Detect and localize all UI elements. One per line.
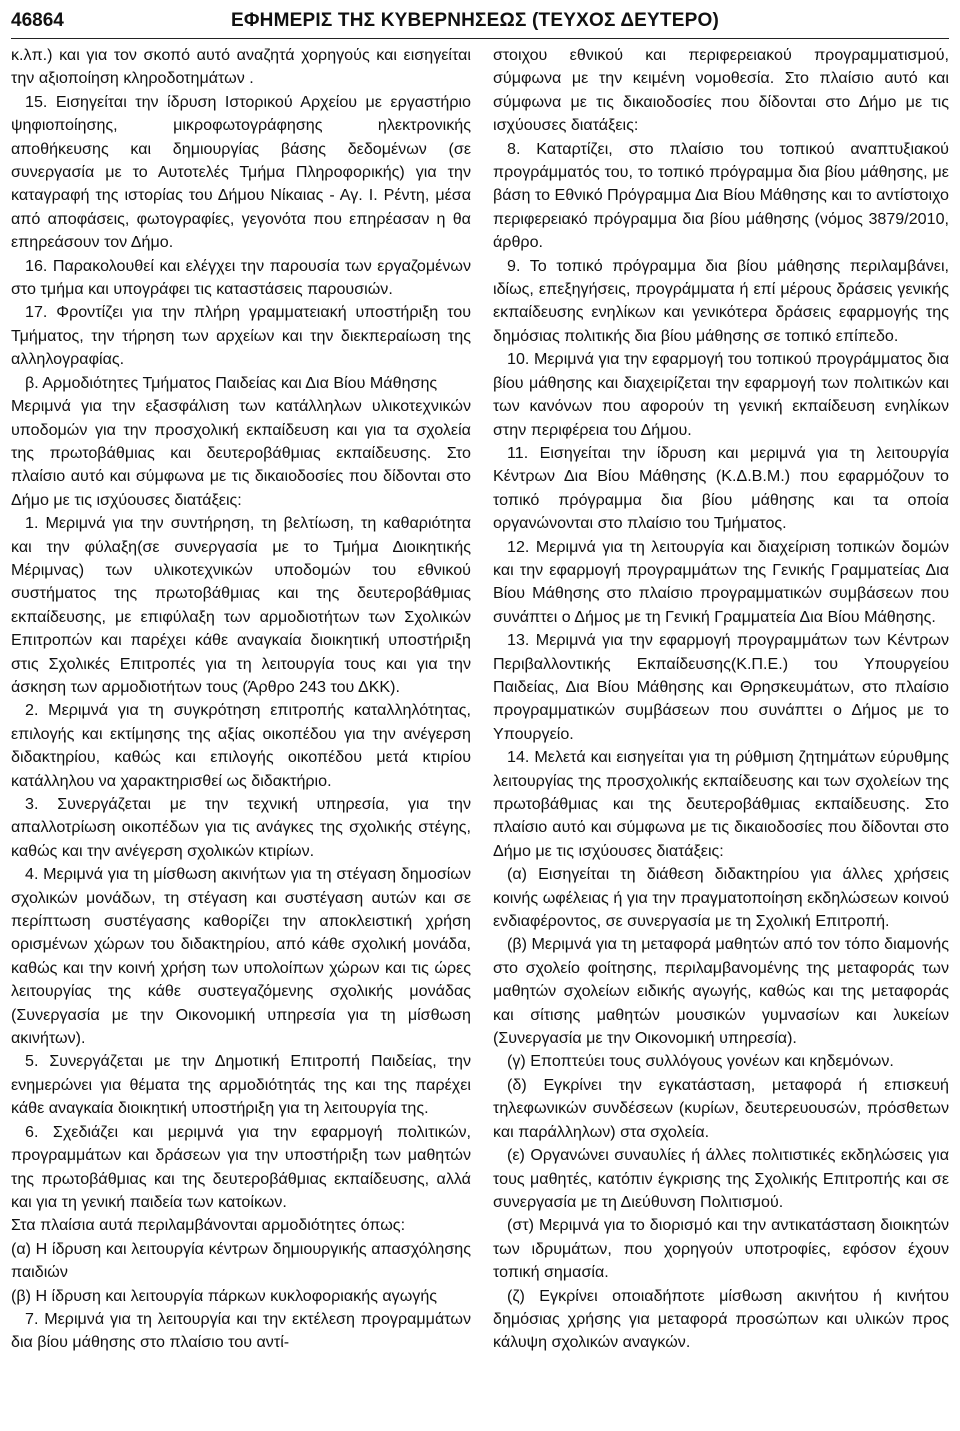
paragraph: 14. Μελετά και εισηγείται για τη ρύθμιση ζητημάτων εύρυθμης λειτουργίας της προσχολικής εκπαίδευσης και των σχολείων της πρωτοβάθμιας και της δευτεροβάθμιας εκπαίδευσης. Στο πλαίσιο αυτό και σύμφωνα με τις δικαιοδοσίες που δίδονται στο Δήμο με τις ισχύουσες διατάξεις: (493, 748, 949, 860)
paragraph: 12. Μεριμνά για τη λειτουργία και διαχείριση τοπικών δομών και την εφαρμογή προγραμμάτων της Γενικής Γραμματείας Δια Βίου Μάθησης στο πλαίσιο προγραμματικών συμβάσεων που συνάπτει ο Δήμος με τη Γενική Γραμματεία Δια Βίου Μάθησης. (493, 537, 949, 626)
right-text-column (493, 44, 949, 1355)
paragraph: 1. Μεριμνά για την συντήρηση, τη βελτίωση, τη καθαριότητα και την φύλαξη(σε συνεργασία με το Τμήμα Διοικητικής Μέριμνας) των υλικοτεχνικών υποδομών του εθνικού συστήματος της πρωτοβάθμιας και της δευτεροβάθμιας εκπαίδευσης, με επιφύλαξη των αρμοδιοτήτων των Σχολικών Επιτροπών και παρέχει κάθε αναγκαία διοικητική υποστήριξη στις Σχολικές Επιτροπές για τη λειτουργία τους και για την άσκηση των αρμοδιοτήτων τους (Άρθρο 243 του ΔΚΚ). (11, 514, 471, 696)
paragraph: 9. Το τοπικό πρόγραμμα δια βίου μάθησης περιλαμβάνει, ιδίως, επεξηγήσεις, προγράμματα ή επί μέρους δράσεις γενικής εκπαίδευσης ενηλίκων και γενικότερα δράσεις εφαρμογής της δημόσιας πολιτικής δια βίου μάθησης σε τοπικό επίπεδο. (493, 256, 949, 345)
paragraph: (γ) Εποπτεύει τους συλλόγους γονέων και κηδεμόνων. (507, 1052, 894, 1071)
paragraph: (ζ) Εγκρίνει οποιαδήποτε μίσθωση ακινήτου ή κινήτου δημόσιας χρήσης για μεταφορά προσώπων και υλικών προς κάλυψη σχολικών αναγκών. (493, 1286, 949, 1352)
paragraph: κ.λπ.) και για τον σκοπό αυτό αναζητά χορηγούς και εισηγείται την αξιοποίηση κληροδοτημάτων . (11, 46, 471, 88)
paragraph: (στ) Μεριμνά για το διορισμό και την αντικατάσταση διοικητών των ιδρυμάτων, που χορηγούν υποτροφίες, εφόσον έχουν τοπική σημασία. (493, 1216, 949, 1282)
paragraph: Στα πλαίσια αυτά περιλαμβάνονται αρμοδιότητες όπως: (11, 1216, 406, 1235)
left-text-column (11, 44, 471, 1355)
paragraph: 13. Μεριμνά για την εφαρμογή προγραμμάτων των Κέντρων Περιβαλλοντικής Εκπαίδευσης(Κ.Π.Ε.) του Υπουργείου Παιδείας, Δια Βίου Μάθησης και Θρησκευμάτων, στο πλαίσιο προγραμματικών συμβάσεων που συνάπτει ο Δήμος με το Υπουργείο. (493, 631, 949, 743)
paragraph: (β) Μεριμνά για τη μεταφορά μαθητών από τον τόπο διαμονής στο σχολείο φοίτησης, περιλαμβανομένης της μεταφοράς των μαθητών σχολείων ειδικής αγωγής, καθώς και της μεταφοράς και σίτισης μαθητών μουσικών γυμνασίων και λυκείων (Συνεργασία με την Οικονομική υπηρεσία). (493, 935, 949, 1048)
paragraph: Μεριμνά για την εξασφάλιση των κατάλληλων υλικοτεχνικών υποδομών για την προσχολική εκπαίδευση και για τα σχολεία της πρωτοβάθμιας και δευτεροβάθμιας εκπαίδευσης. Στο πλαίσιο αυτό και σύμφωνα με τις δικαιοδοσίες που δίδονται στο Δήμο με τις ισχύουσες διατάξεις: (11, 397, 471, 509)
page-header (11, 4, 949, 39)
paragraph: (α) Η ίδρυση και λειτουργία κέντρων δημιουργικής απασχόλησης παιδιών (11, 1239, 471, 1282)
paragraph: β. Αρμοδιότητες Τμήματος Παιδείας και Δια Βίου Μάθησης (25, 373, 438, 392)
paragraph: 8. Καταρτίζει, στο πλαίσιο του τοπικού αναπτυξιακού προγράμματός του, το τοπικό πρόγραμμα δια βίου μάθησης, με βάση το Εθνικό Πρόγραμμα Δια Βίου Μάθησης και το αντίστοιχο περιφερειακό πρόγραμμα δια βίου μάθησης (νόμος 3879/2010, άρθρο. (493, 139, 949, 252)
paragraph: στοιχου εθνικού και περιφερειακού προγραμματισμού, σύμφωνα με την κειμένη νομοθεσία. Στο πλαίσιο αυτό και σύμφωνα με τις δικαιοδοσίες που δίδονται στο Δήμο με τις ισχύουσες διατάξεις: (493, 46, 949, 135)
paragraph: 6. Σχεδιάζει και μεριμνά για την εφαρμογή πολιτικών, προγραμμάτων και δράσεων για την υποστήριξη των μαθητών της πρωτοβάθμιας και της δευτεροβάθμιας εκπαίδευσης, αλλά και για τη γενική παιδεία των κατοίκων. (11, 1122, 471, 1211)
gazette-title: ΕΦΗΜΕΡΙΣ ΤΗΣ ΚΥΒΕΡΝΗΣΕΩΣ (ΤΕΥΧΟΣ ΔΕΥΤΕΡΟ) (231, 10, 719, 31)
paragraph: 2. Μεριμνά για τη συγκρότηση επιτροπής καταλληλότητας, επιλογής και εκτίμησης της αξίας οικοπέδου για την ανέγερση διδακτηρίου, καθώς και επιλογής οικοπέδου μετά κτιρίου κατάλληλου να χαρακτηρισθεί ως διδακτήριο. (11, 701, 471, 790)
page-number: 46864 (11, 10, 64, 31)
paragraph: (ε) Οργανώνει συναυλίες ή άλλες πολιτιστικές εκδηλώσεις για τους μαθητές, κατόπιν έγκρισης της Σχολικής Επιτροπής και σε συνεργασία με τη Διεύθυνση Πολιτισμού. (493, 1146, 949, 1211)
paragraph: 5. Συνεργάζεται με την Δημοτική Επιτροπή Παιδείας, την ενημερώνει για θέματα της αρμοδιότητάς της και της παρέχει κάθε αναγκαία διοικητική υποστήριξη για τη λειτουργία της. (11, 1052, 471, 1118)
paragraph: 11. Εισηγείται την ίδρυση και μεριμνά για τη λειτουργία Κέντρων Δια Βίου Μάθησης (Κ.Δ.Β.Μ.) που εφαρμόζουν το τοπικό πρόγραμμα δια βίου μάθησης και τα οποία οργανώνονται στο πλαίσιο του Τμήματος. (493, 443, 949, 533)
paragraph: 4. Μεριμνά για τη μίσθωση ακινήτων για τη στέγαση δημοσίων σχολικών μονάδων, τη στέγαση και συστέγαση αυτών και σε περίπτωση συστέγασης καθορίζει την αποκλειστική χρήση ορισμένων χώρων του διδακτηρίου, από κάθε σχολική μονάδα, καθώς και την κοινή χρήση των υπολοίπων χώρων και τις ώρες λειτουργίας της κάθε συστεγαζόμενης σχολικής μονάδας (Συνεργασία με την Οικονομική υπηρεσία για τη μίσθωση ακινήτων). (11, 865, 471, 1048)
paragraph: (β) Η ίδρυση και λειτουργία πάρκων κυκλοφοριακής αγωγής (11, 1286, 438, 1305)
paragraph: (α) Εισηγείται τη διάθεση διδακτηρίου για άλλες χρήσεις κοινής ωφέλειας ή για την πραγματοποίηση εκδηλώσεων κοινού ενδιαφέροντος, σε συνεργασία με τη Σχολική Επιτροπή. (493, 865, 949, 931)
paragraph: 3. Συνεργάζεται με την τεχνική υπηρεσία, για την απαλλοτρίωση οικοπέδων για τις ανάγκες της σχολικής στέγης, καθώς και την ανέγερση σχολικών κτιρίων. (11, 795, 471, 860)
paragraph: 15. Εισηγείται την ίδρυση Ιστορικού Αρχείου με εργαστήριο ψηφιοποίησης, μικροφωτογράφησης ηλεκτρονικής αποθήκευσης και δημιουργίας βάσης δεδομένων (σε συνεργασία με το Αυτοτελές Τμήμα Πληροφορικής) για την καταγραφή της ιστορίας του Δήμου Νίκαιας - Αγ. Ι. Ρέντη, μέσα από αποφάσεις, φωτογραφίες, γεγονότα που επηρέασαν η θα επηρεάσουν τον Δήμο. (11, 92, 471, 252)
paragraph: 17. Φροντίζει για την πλήρη γραμματειακή υποστήριξη του Τμήματος, την τήρηση των αρχείων και την διεκπεραίωση της αλληλογραφίας. (11, 303, 471, 369)
paragraph: (δ) Εγκρίνει την εγκατάσταση, μεταφορά ή επισκευή τηλεφωνικών συνδέσεων (κυρίων, δευτερευουσών, πρόσθετων και παράλληλων) στα σχολεία. (493, 1075, 949, 1141)
paragraph: 10. Μεριμνά για την εφαρμογή του τοπικού προγράμματος δια βίου μάθησης και διαχειρίζεται την εφαρμογή των πολιτικών και των κανόνων που αφορούν τη γενική εκπαίδευση ενηλίκων στην περιφέρεια του Δήμου. (493, 350, 949, 439)
paragraph: 7. Μεριμνά για τη λειτουργία και την εκτέλεση προγραμμάτων δια βίου μάθησης στο πλαίσιο του αντί- (11, 1309, 471, 1352)
paragraph: 16. Παρακολουθεί και ελέγχει την παρουσία των εργαζομένων στο τμήμα και υπογράφει τις καταστάσεις παρουσιών. (11, 256, 471, 299)
